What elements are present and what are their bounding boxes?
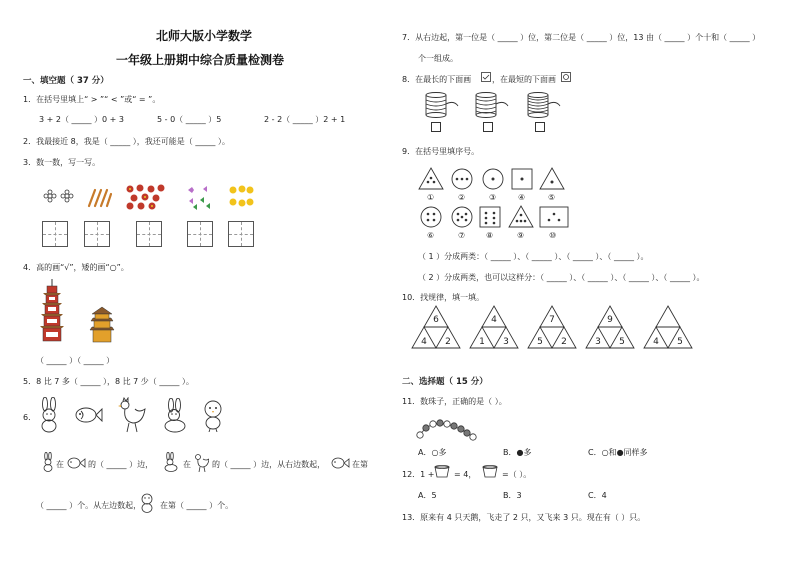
q6-l1-b[interactable]: 的（ _____ ）边， — [88, 460, 154, 469]
short-pagoda-picture — [88, 306, 116, 343]
q9-part-2[interactable]: （ 2 ）分成两类，也可以这样分：（ _____ ）、（ _____ ）、（ _____ ）、（ _____ ）。 — [418, 273, 705, 282]
triangle-5-left-number: 4 — [653, 337, 659, 347]
question-1: 1．在括号里填上“ > ”“ < ”或“ = ”。 — [23, 95, 161, 104]
butterflies-picture — [183, 185, 213, 211]
coil-3-picture — [526, 92, 562, 118]
q6-l1-a: 在 — [56, 460, 64, 469]
triangle-2-left-number: 1 — [479, 337, 485, 347]
triangle-3-left-number: 5 — [537, 337, 543, 347]
q6-l1-e: 在第 — [352, 460, 368, 469]
triangle-1-left-number: 4 — [421, 337, 427, 347]
shape-label-2: ② — [458, 193, 466, 202]
triangle-3-right-number: 2 — [561, 337, 567, 347]
triangle-4-top-number: 9 — [607, 315, 613, 325]
chicks-picture — [228, 184, 254, 210]
hidden-cup-icon-2 — [481, 465, 499, 479]
fish-inline-icon — [66, 456, 86, 470]
question-2: 2．我最接近 8，我是（ _____ ），我还可能是（ _____ ）。 — [23, 137, 230, 146]
rooster-inline-icon — [193, 452, 209, 472]
q9-shapes-row-1 — [417, 166, 577, 192]
question-12-b: = 4， — [454, 470, 477, 479]
shape-label-5: ⑤ — [548, 193, 556, 202]
carrots-picture — [86, 186, 112, 208]
triangle-3-top-number: 7 — [549, 315, 555, 325]
hidden-cup-icon — [433, 465, 451, 479]
question-4: 4．高的画“√”，矮的画“○”。 — [23, 263, 129, 272]
shape-label-10: ⑩ — [549, 231, 557, 240]
q11-option-a[interactable]: A．○多 — [418, 448, 447, 457]
question-12-a: 12．1 + — [402, 470, 435, 479]
question-5: 5．8 比 7 多（ _____ ），8 比 7 少（ _____ ）。 — [23, 377, 194, 386]
pattern-triangles — [410, 304, 700, 350]
q6-l1-d[interactable]: 的（ _____ ）边，从右边数起， — [212, 460, 326, 469]
q9-shapes-row-2 — [417, 204, 577, 230]
q1-expr-2: 5 - 0（ _____ ）5 — [157, 115, 222, 124]
q6-l2-a[interactable]: （ _____ ）个。从左边数起， — [36, 501, 142, 510]
question-7-cont: 个一组成。 — [418, 54, 458, 63]
shape-label-6: ⑥ — [427, 231, 435, 240]
fish-icon — [73, 405, 103, 425]
answer-grid-3[interactable] — [136, 221, 162, 247]
section-fill-blank: 一、填空题（ 37 分） — [23, 76, 109, 86]
shape-label-3: ③ — [489, 193, 497, 202]
pattern-triangle-2 — [470, 306, 518, 348]
q6-l2-b[interactable]: 在第（ _____ ）个。 — [160, 501, 234, 510]
coil-2-picture — [474, 92, 510, 118]
answer-grid-5[interactable] — [228, 221, 254, 247]
question-8-a: 8．在最长的下面画 — [402, 75, 472, 84]
question-10: 10．找规律，填一填。 — [402, 293, 485, 302]
question-6: 6． — [23, 413, 37, 422]
question-7[interactable]: 7．从右边起，第一位是（ _____ ）位，第二位是（ _____ ）位，13 由（ _____ ）个十和（ _____ ） — [402, 33, 761, 42]
q12-option-a[interactable]: A．5 — [418, 491, 437, 500]
answer-box-2[interactable] — [483, 122, 493, 132]
pattern-triangle-3 — [528, 306, 576, 348]
pattern-triangle-5 — [644, 306, 692, 348]
triangle-4-right-number: 5 — [619, 337, 625, 347]
q6-l1-c: 在 — [183, 460, 191, 469]
white-rabbit-inline-icon — [162, 452, 180, 472]
q12-option-b[interactable]: B．3 — [503, 491, 522, 500]
q4-blanks[interactable]: （ _____ ）（ _____ ） — [36, 356, 115, 365]
pattern-triangle-1 — [412, 306, 460, 348]
question-13[interactable]: 13．原来有 4 只天鹅，飞走了 2 只，又飞来 3 只。现在有（ ）只。 — [402, 513, 646, 522]
answer-box-1[interactable] — [431, 122, 441, 132]
beads-picture — [416, 418, 480, 442]
triangle-1-right-number: 2 — [445, 337, 451, 347]
question-9: 9．在括号里填序号。 — [402, 147, 480, 156]
chick-icon — [200, 398, 226, 432]
shape-label-7: ⑦ — [458, 231, 466, 240]
question-3: 3．数一数，写一写。 — [23, 158, 101, 167]
page-title: 北师大版小学数学 — [156, 29, 253, 43]
q1-expr-3: 2 - 2（ _____ ）2 + 1 — [264, 115, 346, 124]
check-box-icon — [481, 72, 491, 82]
triangle-4-left-number: 3 — [595, 337, 601, 347]
rabbit-inline-icon — [41, 452, 55, 472]
red-flowers-picture — [124, 183, 166, 211]
flowers-picture — [42, 188, 76, 204]
section-choice: 二、选择题（ 15 分） — [402, 377, 488, 387]
question-8-b: ，在最短的下面画 — [492, 75, 556, 84]
shape-label-8: ⑧ — [486, 231, 494, 240]
shape-label-1: ① — [427, 193, 435, 202]
question-11[interactable]: 11．数珠子，正确的是（ ）。 — [402, 397, 507, 406]
chick-inline-icon — [138, 492, 156, 514]
triangle-2-right-number: 3 — [503, 337, 509, 347]
white-rabbit-icon — [160, 398, 190, 434]
q1-expr-1: 3 + 2（ _____ ）0 + 3 — [39, 115, 125, 124]
pattern-triangle-4 — [586, 306, 634, 348]
answer-grid-2[interactable] — [84, 221, 110, 247]
triangle-2-top-number: 4 — [491, 315, 497, 325]
tall-pagoda-picture — [38, 279, 66, 343]
answer-box-3[interactable] — [535, 122, 545, 132]
shape-label-9: ⑨ — [517, 231, 525, 240]
rabbit-icon — [36, 397, 62, 433]
q9-part-1[interactable]: （ 1 ）分成两类：（ _____ ）、（ _____ ）、（ _____ ）、（ _____ ）。 — [418, 252, 649, 261]
fish-inline-icon-2 — [330, 456, 350, 470]
question-12-c[interactable]: =（ ）。 — [502, 470, 532, 479]
q11-option-b[interactable]: B．●多 — [503, 448, 532, 457]
answer-grid-1[interactable] — [42, 221, 68, 247]
circle-box-icon — [561, 72, 571, 82]
q11-option-c[interactable]: C．○和●同样多 — [588, 448, 648, 457]
triangle-1-top-number: 6 — [433, 315, 439, 325]
triangle-5-right-number: 5 — [677, 337, 683, 347]
answer-grid-4[interactable] — [187, 221, 213, 247]
coil-1-picture — [424, 92, 460, 118]
shape-label-4: ④ — [518, 193, 526, 202]
rooster-icon — [115, 397, 147, 433]
q12-option-c[interactable]: C．4 — [588, 491, 607, 500]
page-subtitle: 一年级上册期中综合质量检测卷 — [116, 53, 285, 67]
